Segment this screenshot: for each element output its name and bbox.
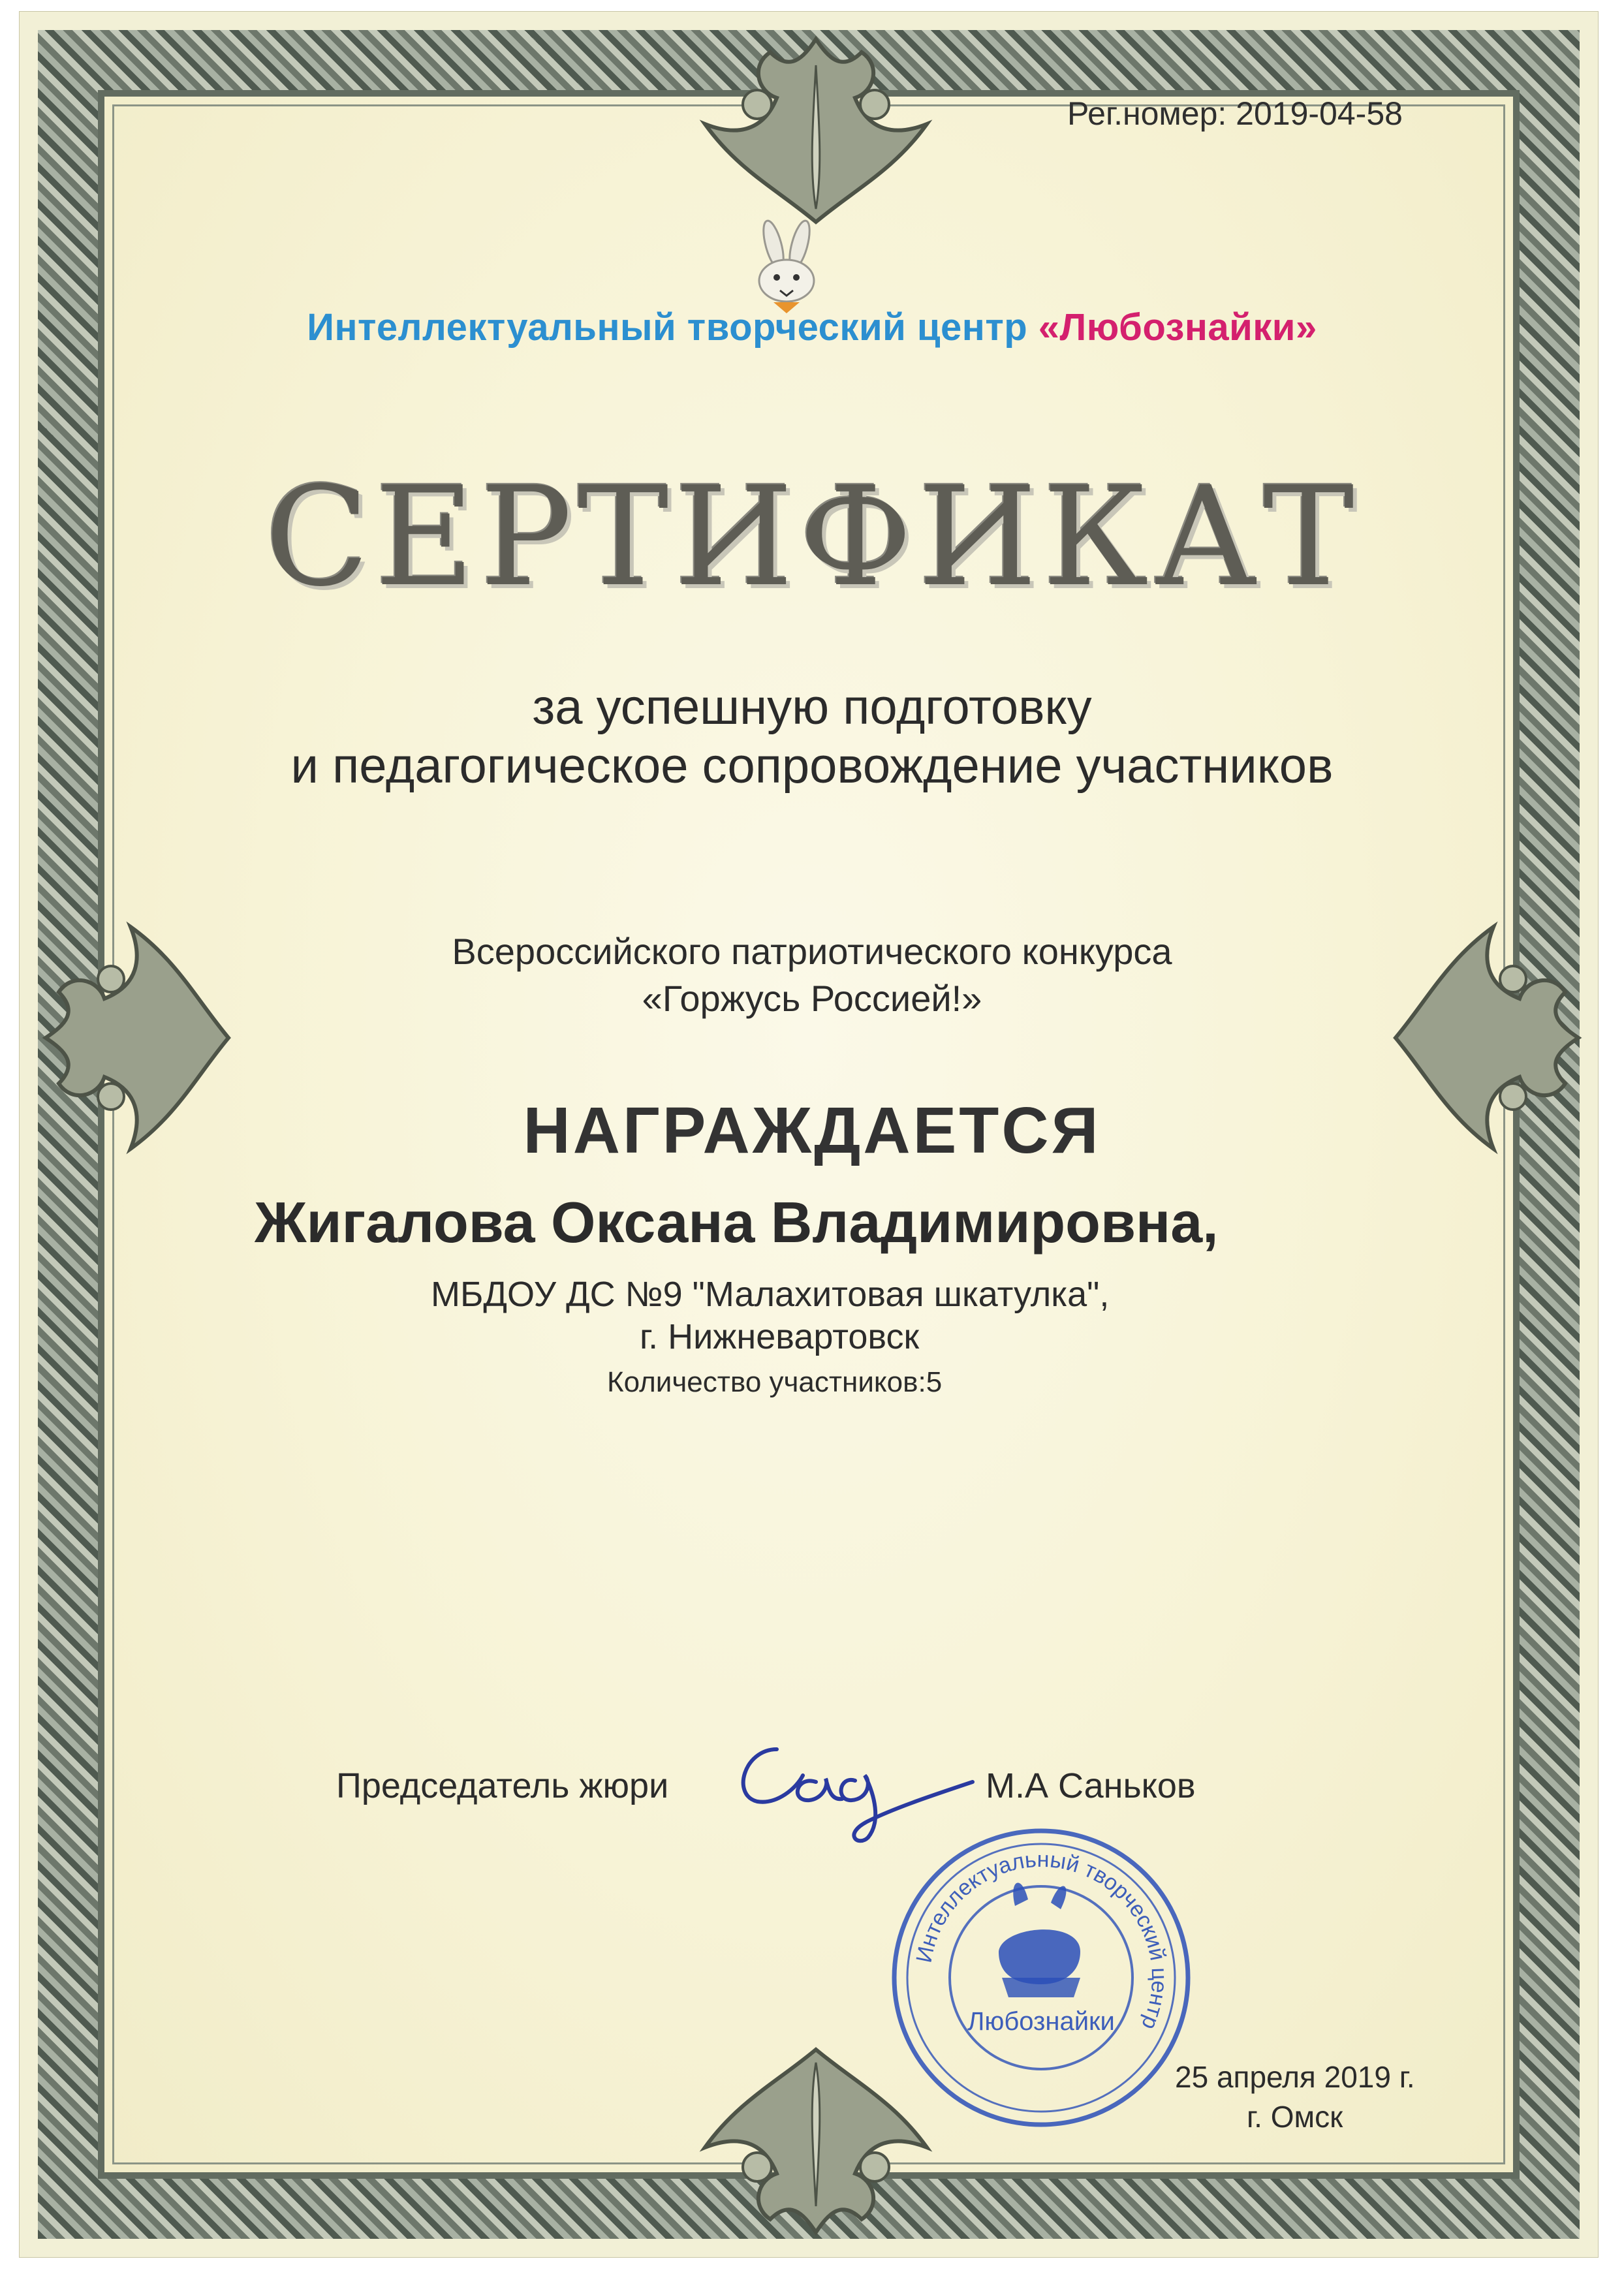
jury-chair-name: М.А Саньков	[986, 1766, 1196, 1805]
jury-chair-label: Председатель жюри	[336, 1766, 669, 1805]
participant-count: Количество участников:5	[607, 1366, 943, 1398]
reason-line-1: за успешную подготовку	[532, 679, 1092, 735]
contest-line-1: Всероссийского патриотического конкурса	[452, 931, 1172, 972]
stamp-center-text: Любознайки	[967, 2007, 1115, 2036]
contest-line-2: «Горжусь Россией!»	[642, 978, 982, 1019]
organization-brand: «Любознайки»	[1038, 306, 1317, 349]
recipient-institution: МБДОУ ДС №9 "Малахитовая шкатулка",	[431, 1275, 1110, 1314]
issue-date: 25 апреля 2019 г.	[1175, 2060, 1415, 2094]
award-label: НАГРАЖДАЕТСЯ	[523, 1094, 1101, 1167]
reason-line-2: и педагогическое сопровождение участников	[290, 738, 1334, 794]
organization-name	[0, 305, 1624, 349]
stamp-ring-text: Интеллектуальный творческий центр	[911, 1847, 1172, 2033]
certificate-title: СЕРТИФИКАТ	[264, 457, 1360, 617]
registration-number: Рег.номер: 2019-04-58	[1067, 95, 1403, 132]
organization-stamp	[884, 1821, 1198, 2134]
bunny-logo-icon	[744, 219, 829, 317]
recipient-name: Жигалова Оксана Владимировна,	[255, 1190, 1219, 1255]
top-ornament	[679, 26, 953, 235]
recipient-city: г. Нижневартовск	[640, 1317, 920, 1356]
issue-place: г. Омск	[1247, 2100, 1343, 2134]
organization-main: Интеллектуальный творческий центр	[307, 306, 1028, 349]
